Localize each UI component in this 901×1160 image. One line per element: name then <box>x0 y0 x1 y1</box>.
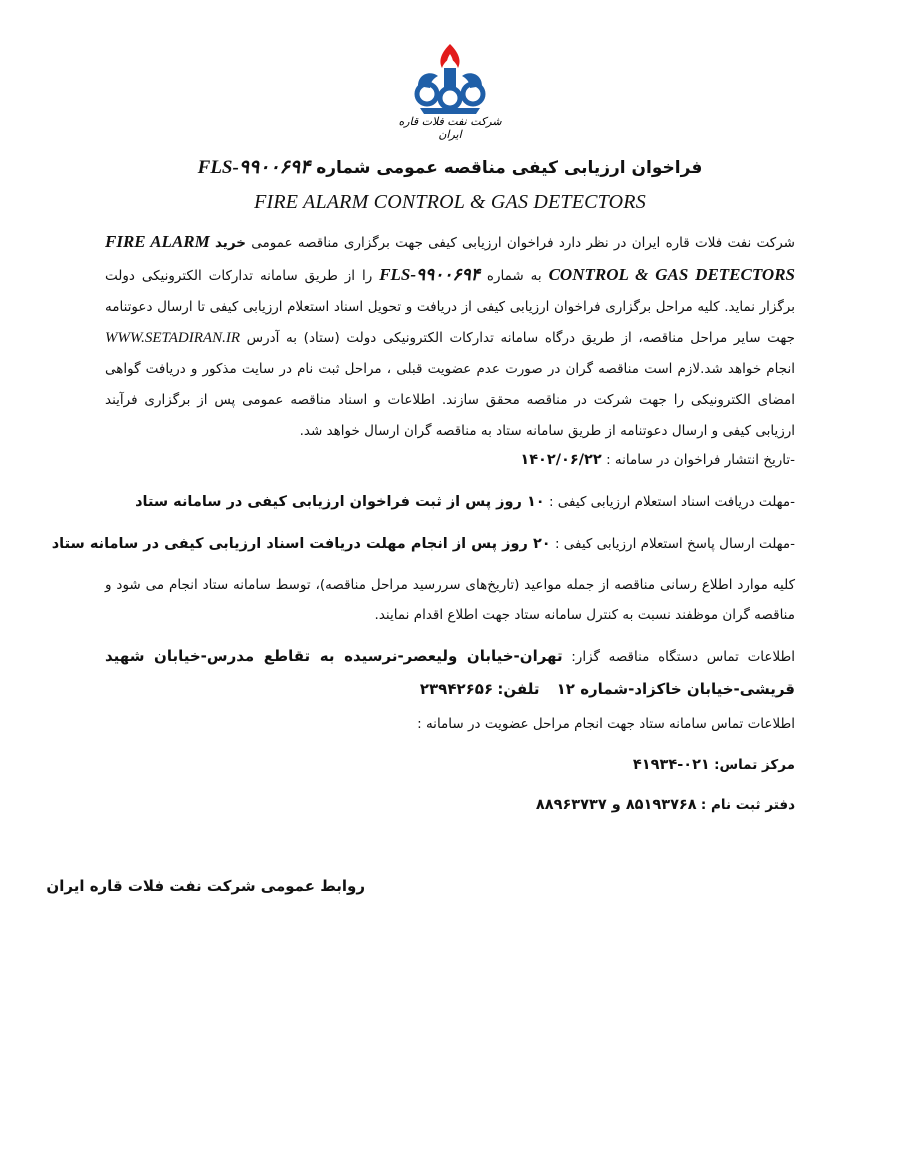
receive-deadline-label: -مهلت دریافت اسناد استعلام ارزیابی کیفی : <box>548 494 795 510</box>
registration-office-value: ۸۵۱۹۳۷۶۸ و ۸۸۹۶۳۷۳۷ <box>535 797 697 813</box>
receive-deadline-value: ۱۰ روز پس از ثبت فراخوان ارزیابی کیفی در سامانه ستاد <box>135 494 545 510</box>
intro-code: FLS-۹۹۰۰۶۹۴ <box>379 265 480 284</box>
contact-block <box>105 640 795 706</box>
receive-deadline-line <box>105 494 795 510</box>
registration-office-line <box>105 797 795 813</box>
logo-caption: شرکت نفت فلات قاره ایران <box>398 115 502 141</box>
contact-phone: ۲۳۹۴۲۶۵۶ <box>419 680 494 698</box>
intro-text-3: را از طریق سامانه تدارکات الکترونیکی دولت برگزار نماید. کلیه مراحل برگزاری فراخوان ارزیابی کیفی از دریافت و تحویل اسناد استعلام ارزیابی کیفی تا ارسال دعوتنامه جهت سایر مراحل مناقصه، از طریق درگاه سامانه تدارکات الکترونیکی دولت (ستاد) به آدرس <box>105 268 795 346</box>
contact-label: اطلاعات تماس دستگاه مناقصه گزار: <box>571 649 795 665</box>
subtitle: FIRE ALARM CONTROL & GAS DETECTORS <box>254 191 646 213</box>
intro-kharid: خرید <box>215 235 246 251</box>
footer-signature: روابط عمومی شرکت نفت فلات قاره ایران <box>46 877 365 895</box>
title-prefix: فراخوان ارزیابی کیفی مناقصه عمومی شماره <box>316 158 703 178</box>
intro-website: WWW.SETADIRAN.IR <box>105 330 240 346</box>
notice-paragraph: کلیه موارد اطلاع رسانی مناقصه از جمله مواعید (تاریخ‌های سررسید مراحل مناقصه)، توسط سامانه ستاد انجام می شود و مناقصه گران موظفند نسبت به کنترل سامانه ستاد جهت اطلاع اقدام نمایند. <box>105 577 795 623</box>
title-code: FLS-۹۹۰۰۶۹۴ <box>197 157 311 178</box>
intro-text-4: انجام خواهد شد.لازم است مناقصه گران در صورت عدم عضویت قبلی ، مراحل ثبت نام در سایت مذکور و دریافت گواهی امضای الکترونیکی را جهت شرکت در مناقصه محقق سازند. اطلاعات و اسناد مناقصه عمومی پس از برگزاری فرآیند ارزیابی کیفی و ارسال دعوتنامه از طریق سامانه ستاد به مناقصه گران ارسال خواهد شد. <box>105 361 795 439</box>
page-title <box>150 156 750 179</box>
registration-office-label: دفتر ثبت نام : <box>700 797 795 813</box>
publish-date-label: -تاریخ انتشار فراخوان در سامانه : <box>606 452 795 468</box>
publish-date-line <box>105 452 795 468</box>
intro-item-name: FIRE ALARM CONTROL & GAS DETECTORS <box>105 232 796 284</box>
response-deadline-line <box>51 536 795 552</box>
contact-phone-label: تلفن: <box>497 680 540 698</box>
publish-date-value: ۱۴۰۲/۰۶/۲۲ <box>520 452 602 468</box>
response-deadline-label: -مهلت ارسال پاسخ استعلام ارزیابی کیفی : <box>554 536 795 552</box>
response-deadline-value: ۲۰ روز پس از انجام مهلت دریافت اسناد ارزیابی کیفی در سامانه ستاد <box>51 536 551 552</box>
intro-text-1: شرکت نفت فلات قاره ایران در نظر دارد فراخوان ارزیابی کیفی جهت برگزاری مناقصه عمومی <box>251 235 795 251</box>
contact-address: تهران-خیابان ولیعصر-نرسیده به تقاطع مدرس-خیابان شهید قریشی-خیابان خاکزاد-شماره ۱۲ <box>105 647 795 698</box>
call-center-value: ۰۲۱-۴۱۹۳۴ <box>632 757 710 773</box>
intro-text-2: به شماره <box>486 268 542 284</box>
intro-paragraph <box>105 226 795 447</box>
call-center-line <box>105 757 795 773</box>
setad-contact-label: اطلاعات تماس سامانه ستاد جهت انجام مراحل عضویت در سامانه : <box>417 716 795 732</box>
call-center-label: مرکز تماس: <box>714 757 795 773</box>
